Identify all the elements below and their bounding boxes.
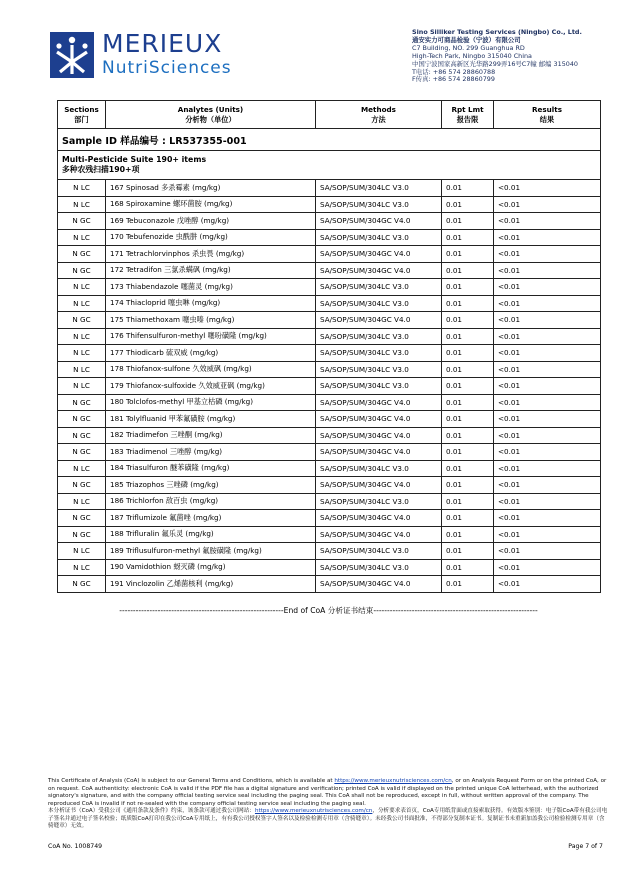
table-row: [58, 477, 601, 494]
cell-result: <0.01: [494, 196, 601, 213]
cell-method: SA/SOP/SUM/304GC V4.0: [316, 576, 442, 593]
cell-section: N LC: [58, 180, 106, 197]
cell-analyte: 178 Thiofanox-sulfone 久效威砜 (mg/kg): [106, 361, 316, 378]
col-header-sections: Sections 部门: [58, 101, 106, 129]
table-row: [58, 444, 601, 461]
suite-title-en: Multi-Pesticide Suite 190+ items: [62, 155, 207, 164]
cell-result: <0.01: [494, 295, 601, 312]
cell-rpt-lmt: 0.01: [442, 460, 494, 477]
address-line-2: High-Tech Park, Ningbo 315040 China: [412, 51, 532, 60]
merieux-logo-icon: [50, 32, 94, 78]
cell-method: SA/SOP/SUM/304GC V4.0: [316, 477, 442, 494]
cell-result: <0.01: [494, 361, 601, 378]
sample-id-row: [58, 129, 601, 151]
cell-section: N GC: [58, 411, 106, 428]
cell-method: SA/SOP/SUM/304GC V4.0: [316, 510, 442, 527]
cell-result: <0.01: [494, 262, 601, 279]
cell-analyte: 177 Thiodicarb 硫双威 (mg/kg): [106, 345, 316, 362]
cell-analyte: 174 Thiacloprid 噻虫啉 (mg/kg): [106, 295, 316, 312]
cell-section: N GC: [58, 427, 106, 444]
address-line-1: C7 Building, NO. 299 Guanghua RD: [412, 43, 525, 52]
address-line-cn: 中国宁波国家高新区光华路299弄16号C7幢 邮编 315040: [412, 59, 578, 68]
cell-section: N GC: [58, 394, 106, 411]
suite-row: [58, 151, 601, 180]
cell-method: SA/SOP/SUM/304GC V4.0: [316, 427, 442, 444]
cell-section: N LC: [58, 229, 106, 246]
cell-analyte: 173 Thiabendazole 噻菌灵 (mg/kg): [106, 279, 316, 296]
cell-section: N GC: [58, 213, 106, 230]
cell-method: SA/SOP/SUM/304LC V3.0: [316, 543, 442, 560]
cell-rpt-lmt: 0.01: [442, 295, 494, 312]
cell-rpt-lmt: 0.01: [442, 180, 494, 197]
cell-section: N LC: [58, 279, 106, 296]
table-row: [58, 543, 601, 560]
cell-rpt-lmt: 0.01: [442, 328, 494, 345]
cell-section: N LC: [58, 460, 106, 477]
cell-result: <0.01: [494, 510, 601, 527]
cell-result: <0.01: [494, 378, 601, 395]
cell-section: N LC: [58, 328, 106, 345]
cell-method: SA/SOP/SUM/304GC V4.0: [316, 411, 442, 428]
cell-method: SA/SOP/SUM/304LC V3.0: [316, 493, 442, 510]
cell-analyte: 175 Thiamethoxam 噻虫嗪 (mg/kg): [106, 312, 316, 329]
cell-rpt-lmt: 0.01: [442, 543, 494, 560]
table-row: [58, 213, 601, 230]
cell-section: N GC: [58, 262, 106, 279]
cell-rpt-lmt: 0.01: [442, 196, 494, 213]
cell-section: N LC: [58, 196, 106, 213]
cell-section: N GC: [58, 444, 106, 461]
cell-rpt-lmt: 0.01: [442, 279, 494, 296]
table-row: [58, 526, 601, 543]
cell-method: SA/SOP/SUM/304LC V3.0: [316, 180, 442, 197]
cell-section: N GC: [58, 510, 106, 527]
table-row: [58, 411, 601, 428]
cell-section: N LC: [58, 378, 106, 395]
table-header-row: [58, 101, 601, 129]
cell-result: <0.01: [494, 246, 601, 263]
cell-rpt-lmt: 0.01: [442, 213, 494, 230]
cell-result: <0.01: [494, 213, 601, 230]
cell-rpt-lmt: 0.01: [442, 262, 494, 279]
cell-method: SA/SOP/SUM/304LC V3.0: [316, 361, 442, 378]
cell-method: SA/SOP/SUM/304LC V3.0: [316, 229, 442, 246]
cell-analyte: 170 Tebufenozide 虫酰肼 (mg/kg): [106, 229, 316, 246]
table-row: [58, 262, 601, 279]
cell-analyte: 188 Trifluralin 氟乐灵 (mg/kg): [106, 526, 316, 543]
table-row: [58, 427, 601, 444]
fax: F传真: +86 574 28860799: [412, 75, 495, 84]
table-row: [58, 361, 601, 378]
col-header-results: Results 结果: [494, 101, 601, 129]
col-header-methods: Methods 方法: [316, 101, 442, 129]
cell-method: SA/SOP/SUM/304LC V3.0: [316, 328, 442, 345]
cell-rpt-lmt: 0.01: [442, 427, 494, 444]
cell-rpt-lmt: 0.01: [442, 411, 494, 428]
cell-analyte: 189 Triflusulfuron-methyl 氟胺磺隆 (mg/kg): [106, 543, 316, 560]
cell-rpt-lmt: 0.01: [442, 378, 494, 395]
company-address-block: [412, 29, 582, 84]
cell-analyte: 183 Triadimenol 三唑醇 (mg/kg): [106, 444, 316, 461]
table-row: [58, 576, 601, 593]
coa-number: CoA No. 1008749: [48, 843, 103, 850]
cell-analyte: 180 Tolclofos-methyl 甲基立枯磷 (mg/kg): [106, 394, 316, 411]
cell-result: <0.01: [494, 411, 601, 428]
cell-analyte: 172 Tetradifon 三氯杀螨砜 (mg/kg): [106, 262, 316, 279]
results-table: [57, 100, 601, 593]
suite-title: [58, 151, 601, 180]
cell-method: SA/SOP/SUM/304GC V4.0: [316, 526, 442, 543]
footer-en-text: This Certificate of Analysis (CoA) is subject to our General Terms and Conditions, which is available at https://www.merieuxnutrisciences.com/cn, or on Analysis Request Form or on the printed CoA, or on request. CoA authenticity: electronic CoA is valid if the PDF file has a digital signature and verification; printed CoA is valid if displayed on the printed unique CoA letterhead, with the authorized signatory's signature, and with the company official testing service seal including the paging seal. This CoA shall not be reproduced, except in full, without written approval of the company. The reproduced CoA is invalid if not re-sealed with the company official testing service seal including the paging seal.: [48, 778, 607, 807]
cell-rpt-lmt: 0.01: [442, 526, 494, 543]
cell-rpt-lmt: 0.01: [442, 246, 494, 263]
cell-rpt-lmt: 0.01: [442, 576, 494, 593]
company-name-cn: 通安实力可商品检验（宁波）有限公司: [412, 35, 521, 44]
cell-section: N GC: [58, 526, 106, 543]
cell-analyte: 179 Thiofanox-sulfoxide 久效威亚砜 (mg/kg): [106, 378, 316, 395]
table-row: [58, 510, 601, 527]
terms-link-cn[interactable]: https://www.merieuxnutrisciences.com/cn: [254, 808, 373, 814]
terms-link-en[interactable]: https://www.merieuxnutrisciences.com/cn: [334, 778, 452, 784]
cell-rpt-lmt: 0.01: [442, 510, 494, 527]
cell-analyte: 181 Tolylfluanid 甲苯氟磺胺 (mg/kg): [106, 411, 316, 428]
cell-result: <0.01: [494, 427, 601, 444]
logo-word-nutrisciences: NutriSciences: [102, 58, 232, 78]
cell-section: N GC: [58, 576, 106, 593]
col-header-analytes: Analytes (Units) 分析物（单位）: [106, 101, 316, 129]
table-row: [58, 295, 601, 312]
cell-rpt-lmt: 0.01: [442, 312, 494, 329]
cell-result: <0.01: [494, 312, 601, 329]
cell-section: N LC: [58, 345, 106, 362]
cell-analyte: 186 Trichlorfon 敌百虫 (mg/kg): [106, 493, 316, 510]
table-row: [58, 279, 601, 296]
cell-section: N GC: [58, 312, 106, 329]
telephone: T电话: +86 574 28860788: [412, 67, 496, 76]
cell-rpt-lmt: 0.01: [442, 394, 494, 411]
cell-method: SA/SOP/SUM/304GC V4.0: [316, 246, 442, 263]
table-row: [58, 312, 601, 329]
cell-section: N GC: [58, 246, 106, 263]
cell-result: <0.01: [494, 394, 601, 411]
cell-result: <0.01: [494, 229, 601, 246]
sample-id: Sample ID 样品编号 : LR537355-001: [58, 129, 601, 151]
col-header-rpt-lmt: Rpt Lmt 报告限: [442, 101, 494, 129]
cell-method: SA/SOP/SUM/304LC V3.0: [316, 460, 442, 477]
cell-section: N LC: [58, 559, 106, 576]
cell-result: <0.01: [494, 444, 601, 461]
cell-analyte: 185 Triazophos 三唑磷 (mg/kg): [106, 477, 316, 494]
cell-method: SA/SOP/SUM/304LC V3.0: [316, 378, 442, 395]
cell-method: SA/SOP/SUM/304GC V4.0: [316, 394, 442, 411]
cell-result: <0.01: [494, 180, 601, 197]
cell-method: SA/SOP/SUM/304LC V3.0: [316, 295, 442, 312]
cell-method: SA/SOP/SUM/304GC V4.0: [316, 213, 442, 230]
cell-result: <0.01: [494, 576, 601, 593]
suite-title-cn: 多种农残扫描190+项: [62, 165, 140, 174]
cell-section: N LC: [58, 361, 106, 378]
company-name-en: Sino Silliker Testing Services (Ningbo) Co., Ltd.: [412, 28, 582, 36]
cell-result: <0.01: [494, 345, 601, 362]
cell-result: <0.01: [494, 279, 601, 296]
end-of-coa-line: ------------------------------------------------------------End of CoA 分析证书结束------------------------------------------------------------: [119, 606, 538, 615]
footer-cn-text: 本分析证书（CoA）受我公司《通用条款及条件》约束，该条款可通过我公司网站：https://www.merieuxnutrisciences.com/cn，分析要求表首页，CoA专用纸背面或直接索取获得。有效版本鉴别：电子版CoA带有我公司电子签名并通过电子签名校验；纸质版CoA打印在我公司CoA专用纸上，有有我公司授权签字人签名以及检验检测专用章（含骑缝章）。未经我公司书面批准，不得部分复制本证书。复制证书未重新加盖我公司检验检测专用章（含骑缝章）无效。: [48, 808, 608, 829]
cell-result: <0.01: [494, 559, 601, 576]
table-row: [58, 493, 601, 510]
cell-result: <0.01: [494, 543, 601, 560]
cell-method: SA/SOP/SUM/304GC V4.0: [316, 262, 442, 279]
cell-method: SA/SOP/SUM/304LC V3.0: [316, 196, 442, 213]
cell-analyte: 191 Vinclozolin 乙烯菌核利 (mg/kg): [106, 576, 316, 593]
cell-rpt-lmt: 0.01: [442, 493, 494, 510]
table-row: [58, 559, 601, 576]
cell-analyte: 190 Vamidothion 蚜灭磷 (mg/kg): [106, 559, 316, 576]
cell-analyte: 176 Thifensulfuron-methyl 噻吩磺隆 (mg/kg): [106, 328, 316, 345]
cell-analyte: 169 Tebuconazole 戊唑醇 (mg/kg): [106, 213, 316, 230]
cell-result: <0.01: [494, 328, 601, 345]
cell-rpt-lmt: 0.01: [442, 361, 494, 378]
cell-rpt-lmt: 0.01: [442, 477, 494, 494]
cell-analyte: 187 Triflumizole 氟菌唑 (mg/kg): [106, 510, 316, 527]
cell-result: <0.01: [494, 477, 601, 494]
cell-section: N GC: [58, 477, 106, 494]
cell-rpt-lmt: 0.01: [442, 444, 494, 461]
table-row: [58, 196, 601, 213]
cell-method: SA/SOP/SUM/304GC V4.0: [316, 444, 442, 461]
logo-word-merieux: MERIEUX: [102, 29, 223, 58]
cell-section: N LC: [58, 493, 106, 510]
cell-result: <0.01: [494, 493, 601, 510]
cell-method: SA/SOP/SUM/304LC V3.0: [316, 345, 442, 362]
table-row: [58, 229, 601, 246]
cell-method: SA/SOP/SUM/304LC V3.0: [316, 559, 442, 576]
cell-rpt-lmt: 0.01: [442, 229, 494, 246]
cell-section: N LC: [58, 543, 106, 560]
cell-result: <0.01: [494, 526, 601, 543]
cell-analyte: 171 Tetrachlorvinphos 杀虫畏 (mg/kg): [106, 246, 316, 263]
company-logo: [50, 30, 260, 82]
table-row: [58, 460, 601, 477]
cell-analyte: 182 Triadimefon 三唑酮 (mg/kg): [106, 427, 316, 444]
cell-analyte: 184 Triasulfuron 醚苯磺隆 (mg/kg): [106, 460, 316, 477]
cell-result: <0.01: [494, 460, 601, 477]
table-row: [58, 180, 601, 197]
table-row: [58, 394, 601, 411]
table-row: [58, 378, 601, 395]
cell-method: SA/SOP/SUM/304GC V4.0: [316, 312, 442, 329]
page-number: Page 7 of 7: [568, 843, 603, 850]
cell-analyte: 167 Spinosad 多杀霉素 (mg/kg): [106, 180, 316, 197]
cell-rpt-lmt: 0.01: [442, 345, 494, 362]
table-row: [58, 246, 601, 263]
cell-section: N LC: [58, 295, 106, 312]
cell-rpt-lmt: 0.01: [442, 559, 494, 576]
cell-method: SA/SOP/SUM/304LC V3.0: [316, 279, 442, 296]
table-row: [58, 345, 601, 362]
table-row: [58, 328, 601, 345]
footer-terms: [48, 778, 608, 831]
cell-analyte: 168 Spiroxamine 螺环菌胺 (mg/kg): [106, 196, 316, 213]
